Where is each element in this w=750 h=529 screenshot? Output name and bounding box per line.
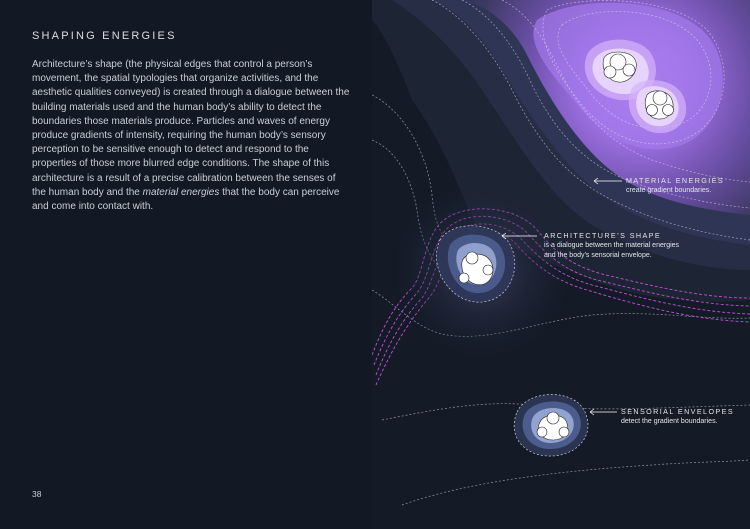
energy-field-diagram	[372, 0, 750, 529]
page-title: SHAPING ENERGIES	[32, 30, 177, 42]
architecture-shape-heading: ARCHITECTURE’S SHAPE	[544, 231, 662, 240]
sensorial-envelope	[514, 394, 588, 456]
material-energies-subtext: create gradient boundaries.	[626, 187, 712, 194]
sensorial-envelopes-label	[621, 407, 734, 427]
architecture-shape-label	[544, 231, 679, 261]
diagram-page	[372, 0, 750, 529]
page-number: 38	[32, 489, 42, 499]
body-paragraph	[32, 58, 352, 214]
material-energies-heading: MATERIAL ENERGIES	[626, 176, 725, 185]
sensorial-envelopes-subtext: detect the gradient boundaries.	[621, 418, 718, 425]
body-text-part2: that the body can perceive and come into contact with.	[32, 186, 340, 213]
material-energies-label	[626, 176, 724, 196]
sensorial-envelopes-heading: SENSORIAL ENVELOPES	[621, 407, 735, 416]
architecture-shape-subtext-2: and the body’s sensorial envelope.	[544, 252, 652, 259]
architecture-shape-subtext-1: is a dialogue between the material energies	[544, 242, 680, 249]
left-page	[0, 0, 372, 529]
body-text-emphasis: material energies	[142, 186, 220, 198]
body-text-part1: Architecture’s shape (the physical edges that control a person’s movement, the spatial typologies that organize activities, and the aesthetic qualities conveyed) is created through a dialogue between the building materials used and the human body’s ability to detect the boundaries those materials produce. Particles and waves of energy produce gradients of intensity, requiring the human body’s sensory perception to be sensitive enough to detect and respond to the properties of those more blurred edge conditions. The shape of this architecture is a result of a precise calibration between the senses of the human body and the	[32, 59, 350, 198]
